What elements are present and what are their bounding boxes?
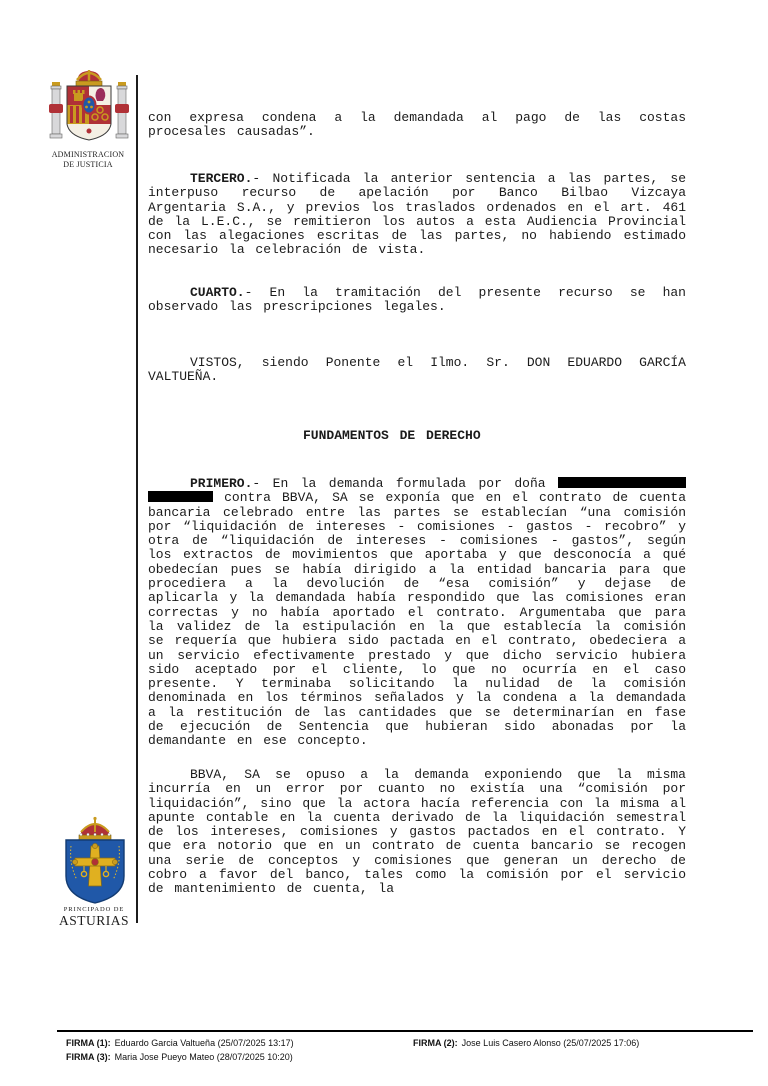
spain-coat-of-arms-svg — [48, 68, 130, 152]
signature-3-label: FIRMA (3): — [66, 1052, 111, 1062]
cuarto-label: CUARTO. — [190, 285, 245, 300]
redaction-bar — [148, 491, 213, 502]
tercero-label: TERCERO. — [190, 171, 253, 186]
signature-1-label: FIRMA (1): — [66, 1038, 111, 1048]
signature-entry-3 — [66, 1052, 293, 1063]
footer-emblem-caption-line2: ASTURIAS — [58, 913, 129, 928]
signature-2-label: FIRMA (2): — [413, 1038, 458, 1048]
paragraph-cuarto — [148, 286, 686, 315]
margin-divider — [136, 75, 138, 923]
signature-entry-1 — [66, 1038, 294, 1049]
paragraph-tercero — [148, 172, 686, 258]
primero-text-after: contra BBVA, SA se exponía que en el contrato de cuenta bancaria celebrado entre las partes se establecían “una comisión por “liquidación de intereses - comisiones - gastos - recobro” y otra de “liquidación de intereses - comisiones - gastos”, según los extractos de movimientos que aportaba y que desconocía a qué obedecían pues se había dirigido a la entidad bancaria para que procediera a la devolución de “esa comisión” y dejase de aplicarla y la demandada había respondido que las comisiones eran correctas y no había aportado el contrato. Argumentaba que para la validez de la estipulación en la que establecía la comisión se requería que hubiera sido pactada en el contrato, obedeciera a un servicio efectivamente prestado y que dicho servicio hubiera sido aceptado por el cliente, lo que no ocurría en el caso presente. Y terminaba solicitando la nulidad de la comisión denominada en los términos señalados y la condena a la demandada a la restitución de las cantidades que se determinarían en fase de ejecución de Sentencia que hubieran sido abonadas por la demandante en ese concepto. — [148, 490, 686, 749]
asturias-coat-of-arms-icon — [58, 816, 132, 911]
vistos-text: VISTOS, siendo Ponente el Ilmo. Sr. DON EDUARDO GARCÍA VALTUEÑA. — [148, 355, 686, 385]
spain-coat-of-arms-icon — [48, 68, 130, 157]
header-emblem-caption-line2: DE JUSTICIA — [63, 160, 113, 169]
paragraph-vistos — [148, 356, 686, 385]
signature-3-value: Maria Jose Pueyo Mateo (28/07/2025 10:20) — [114, 1052, 293, 1062]
primero-text-before: - En la demanda formulada por doña — [252, 476, 558, 491]
footer-emblem-caption-line1: PRINCIPADO DE — [63, 906, 125, 913]
bbva-text: BBVA, SA se opuso a la demanda exponiendo que la misma incurría en un error por cuanto no existía una “comisión por liquidación”, sino que la actora hacía referencia con la misma al apunte contable en la cuenta derivado de la liquidación semestral de los intereses, comisiones y gastos pactados en el contrato. Y que era notorio que en un contrato de cuenta bancario se recogen una serie de conceptos y comisiones que generan un derecho de cobro a favor del banco, tales como la comisión por el servicio de mantenimiento de cuenta, la — [148, 767, 686, 897]
header-emblem-caption-line1: ADMINISTRACION — [51, 150, 125, 159]
header-emblem-caption — [36, 150, 140, 170]
footer-divider — [57, 1030, 753, 1032]
cuarto-text: - En la tramitación del presente recurso se han observado las prescripciones legales. — [148, 285, 686, 315]
signature-1-value: Eduardo Garcia Valtueña (25/07/2025 13:17) — [114, 1038, 294, 1048]
paragraph-bbva — [148, 768, 686, 897]
intro-text: con expresa condena a la demandada al pago de las costas procesales causadas”. — [148, 110, 686, 140]
signature-entry-2 — [413, 1038, 639, 1049]
section-heading: FUNDAMENTOS DE DERECHO — [303, 428, 481, 443]
asturias-coat-of-arms-svg — [58, 816, 132, 906]
paragraph-primero — [148, 477, 686, 749]
paragraph-intro — [148, 111, 686, 140]
primero-label: PRIMERO. — [190, 476, 253, 491]
redaction-bar — [558, 477, 686, 488]
signature-2-value: Jose Luis Casero Alonso (25/07/2025 17:06) — [461, 1038, 640, 1048]
tercero-text: - Notificada la anterior sentencia a las partes, se interpuso recurso de apelación por Banco Bilbao Vizcaya Argentaria S.A., y previos los traslados ordenados en el art. 461 de la L.E.C., se remitieron los autos a esta Audiencia Provincial con las alegaciones escritas de las partes, no habiendo estimado necesario la celebración de vista. — [148, 171, 686, 258]
